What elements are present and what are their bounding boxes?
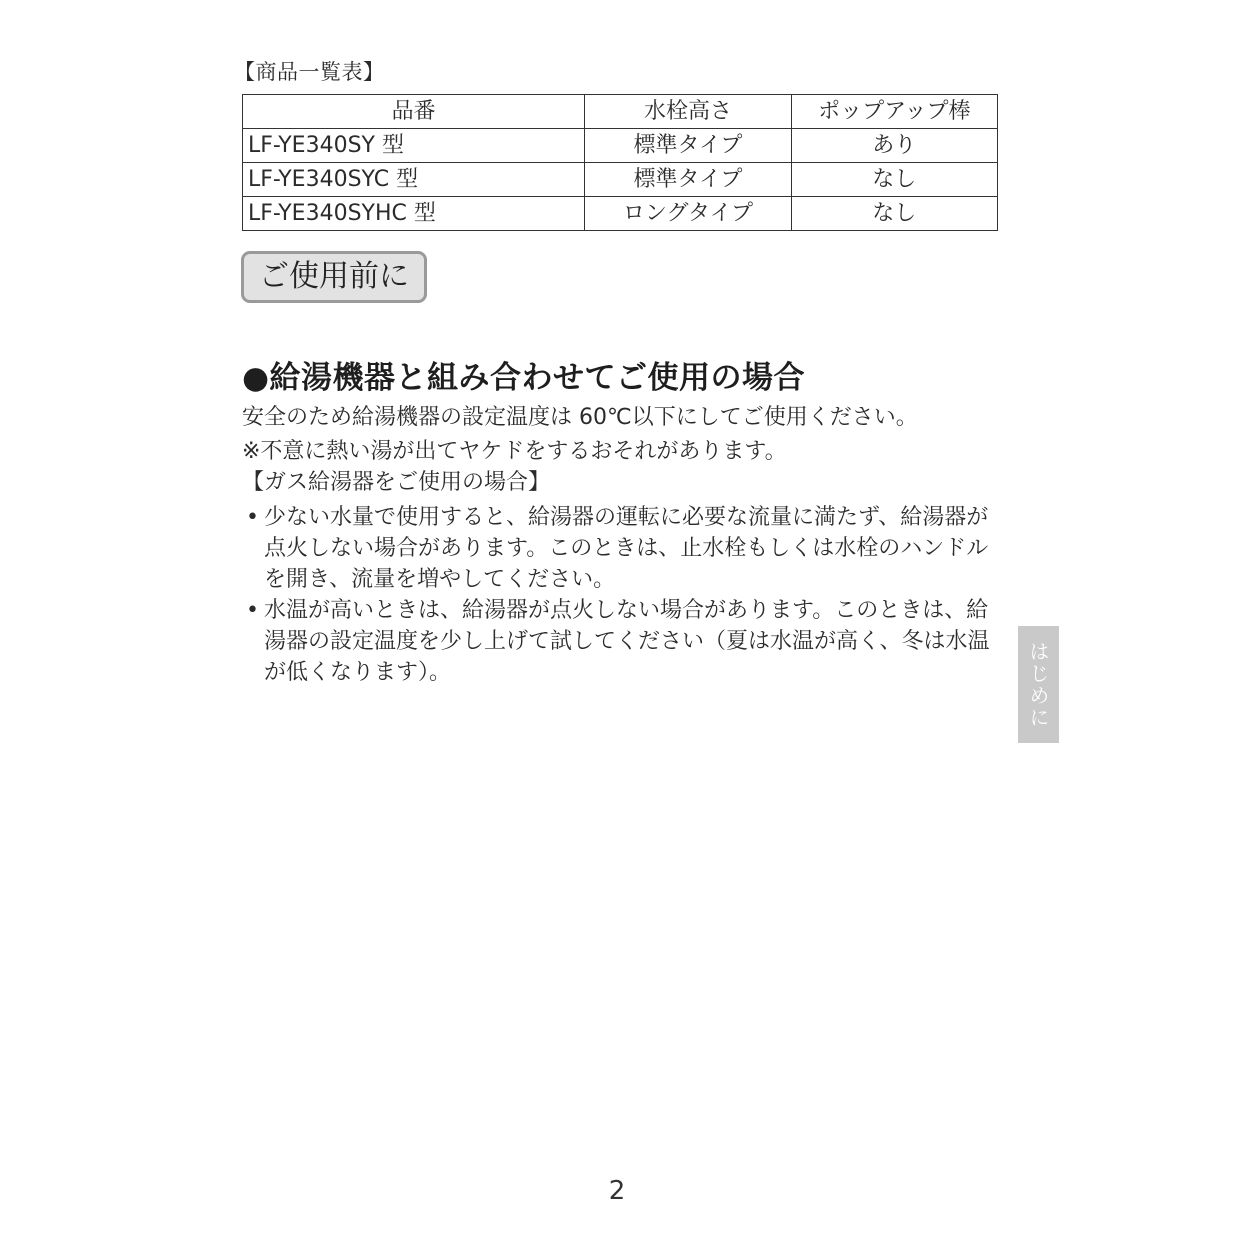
page-number: 2 bbox=[608, 1176, 626, 1206]
cell-faucet-height: 標準タイプ bbox=[585, 163, 791, 197]
section-title: ●給湯機器と組み合わせてご使用の場合 bbox=[242, 360, 806, 396]
gas-heater-subheading: 【ガス給湯器をご使用の場合】 bbox=[242, 470, 551, 495]
list-item bbox=[246, 502, 1006, 595]
table-header-row bbox=[243, 95, 998, 129]
cell-model: LF-YE340SYC 型 bbox=[243, 163, 585, 197]
burn-warning: ※不意に熱い湯が出てヤケドをするおそれがあります。 bbox=[242, 439, 787, 464]
table-row bbox=[243, 163, 998, 197]
column-header-popup-rod: ポップアップ棒 bbox=[791, 95, 997, 129]
cell-popup-rod: なし bbox=[791, 197, 997, 231]
column-header-model: 品番 bbox=[243, 95, 585, 129]
cell-popup-rod: あり bbox=[791, 129, 997, 163]
cell-faucet-height: ロングタイプ bbox=[585, 197, 791, 231]
table-row bbox=[243, 129, 998, 163]
bullet-marker: • bbox=[246, 505, 259, 530]
list-item-text: 少ない水量で使用すると、給湯器の運転に必要な流量に満たず、給湯器が点火しない場合があります。このときは、止水栓もしくは水栓のハンドルを開き、流量を増やしてください。 bbox=[264, 505, 989, 592]
product-table bbox=[242, 94, 998, 231]
list-item-text: 水温が高いときは、給湯器が点火しない場合があります。このときは、給湯器の設定温度を少し上げて試してください（夏は水温が高く、冬は水温が低くなります）。 bbox=[264, 598, 990, 685]
product-list-label: 【商品一覧表】 bbox=[234, 60, 385, 84]
cell-model: LF-YE340SY 型 bbox=[243, 129, 585, 163]
bullet-marker: • bbox=[246, 598, 259, 623]
safety-note: 安全のため給湯機器の設定温度は 60℃以下にしてご使用ください。 bbox=[242, 405, 918, 430]
cell-model: LF-YE340SYHC 型 bbox=[243, 197, 585, 231]
section-badge-before-use: ご使用前に bbox=[241, 251, 427, 303]
list-item bbox=[246, 595, 1006, 688]
table-row bbox=[243, 197, 998, 231]
column-header-faucet-height: 水栓高さ bbox=[585, 95, 791, 129]
cell-popup-rod: なし bbox=[791, 163, 997, 197]
cell-faucet-height: 標準タイプ bbox=[585, 129, 791, 163]
side-tab-introduction: はじめに bbox=[1018, 626, 1059, 743]
